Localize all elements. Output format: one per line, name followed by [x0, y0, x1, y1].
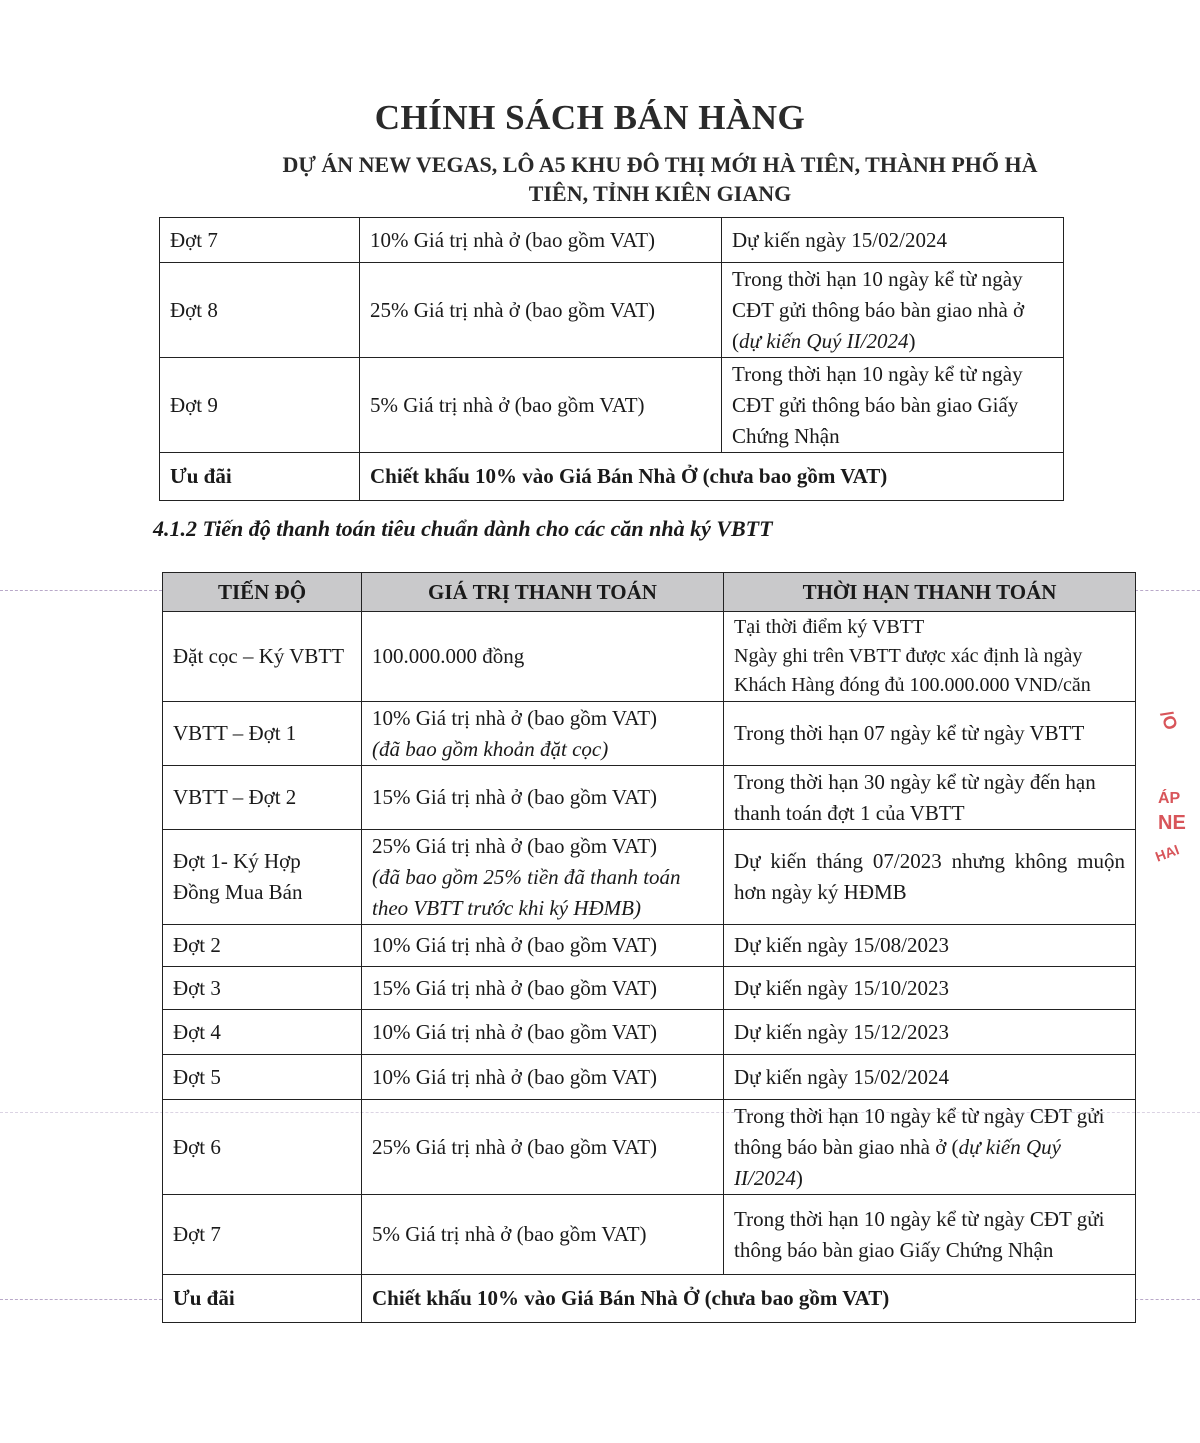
value-cell	[362, 830, 724, 925]
value-cell: 5% Giá trị nhà ở (bao gồm VAT)	[362, 1195, 724, 1275]
term-line: Ngày ghi trên VBTT được xác định là ngày Khách Hàng đóng đủ 100.000.000 VND/căn	[734, 645, 1091, 696]
stage-cell: Đợt 4	[163, 1010, 362, 1055]
incentive-value: Chiết khấu 10% vào Giá Bán Nhà Ở (chưa bao gồm VAT)	[362, 1275, 1136, 1323]
term-italic: dự kiến Quý II/2024	[734, 1134, 1061, 1190]
value-cell: 25% Giá trị nhà ở (bao gồm VAT)	[362, 1100, 724, 1195]
term-cell: Trong thời hạn 07 ngày kể từ ngày VBTT	[724, 702, 1136, 766]
table-row	[163, 702, 1136, 766]
stage-cell: Đợt 1- Ký Hợp Đồng Mua Bán	[163, 830, 362, 925]
term-cell: Dự kiến ngày 15/02/2024	[722, 218, 1064, 263]
stamp-fragment: ÁP	[1158, 790, 1181, 807]
value-cell: 25% Giá trị nhà ở (bao gồm VAT)	[360, 263, 722, 358]
project-subtitle	[220, 150, 1100, 208]
stage-cell: VBTT – Đợt 1	[163, 702, 362, 766]
header-term: THỜI HẠN THANH TOÁN	[724, 573, 1136, 612]
header-stage: TIẾN ĐỘ	[163, 573, 362, 612]
term-text: Trong thời hạn 10 ngày kể từ ngày CĐT gửi thông báo bàn giao nhà ở (	[734, 1103, 1105, 1159]
stamp-fragment: /O	[1156, 707, 1182, 733]
stage-cell: Đợt 7	[163, 1195, 362, 1275]
value-cell: 10% Giá trị nhà ở (bao gồm VAT)	[362, 1055, 724, 1100]
table-row	[163, 1055, 1136, 1100]
page-title: CHÍNH SÁCH BÁN HÀNG	[374, 98, 806, 137]
term-cell: Dự kiến ngày 15/02/2024	[724, 1055, 1136, 1100]
term-cell: Dự kiến ngày 15/12/2023	[724, 1010, 1136, 1055]
scan-line	[0, 590, 162, 591]
term-text: Trong thời hạn 10 ngày kể từ ngày CĐT gửi thông báo bàn giao nhà ở (	[732, 266, 1025, 353]
table-row	[163, 1195, 1136, 1275]
partial-stamp	[1152, 690, 1195, 890]
table-row	[163, 766, 1136, 830]
value-cell: 5% Giá trị nhà ở (bao gồm VAT)	[360, 358, 722, 453]
value-text: 10% Giá trị nhà ở (bao gồm VAT)	[372, 705, 658, 730]
incentive-label: Ưu đãi	[160, 453, 360, 501]
scan-line	[1135, 1299, 1200, 1300]
term-close: )	[908, 328, 916, 353]
term-cell: Dự kiến tháng 07/2023 nhưng không muộn hơn ngày ký HĐMB	[724, 830, 1136, 925]
subtitle-line-1: DỰ ÁN NEW VEGAS, LÔ A5 KHU ĐÔ THỊ MỚI HÀ TIÊN, THÀNH PHỐ HÀ	[282, 152, 1038, 177]
stage-cell: Đợt 6	[163, 1100, 362, 1195]
term-line: Tại thời điểm ký VBTT	[734, 616, 925, 638]
table-row	[163, 612, 1136, 702]
value-note: (đã bao gồm khoản đặt cọc)	[372, 736, 609, 761]
table-row	[163, 1100, 1136, 1195]
incentive-value: Chiết khấu 10% vào Giá Bán Nhà Ở (chưa bao gồm VAT)	[360, 453, 1064, 501]
value-cell: 10% Giá trị nhà ở (bao gồm VAT)	[362, 1010, 724, 1055]
value-cell	[362, 702, 724, 766]
payment-schedule-table-2	[162, 572, 1136, 1323]
value-cell: 10% Giá trị nhà ở (bao gồm VAT)	[360, 218, 722, 263]
value-cell: 15% Giá trị nhà ở (bao gồm VAT)	[362, 766, 724, 830]
scan-line	[0, 1299, 162, 1300]
table-header-row	[163, 573, 1136, 612]
term-italic: dự kiến Quý II/2024	[739, 328, 909, 353]
term-cell	[724, 612, 1136, 702]
stage-cell: Đợt 2	[163, 925, 362, 967]
stage-cell: Đợt 8	[160, 263, 360, 358]
stamp-fragment: HAI	[1152, 841, 1182, 865]
stage-cell: Đợt 3	[163, 967, 362, 1010]
term-cell: Trong thời hạn 10 ngày kể từ ngày CĐT gửi thông báo bàn giao Giấy Chứng Nhận	[724, 1195, 1136, 1275]
term-cell: Trong thời hạn 10 ngày kể từ ngày CĐT gửi thông báo bàn giao Giấy Chứng Nhận	[722, 358, 1064, 453]
table-row	[163, 830, 1136, 925]
term-close: )	[795, 1165, 803, 1190]
scan-line	[1135, 590, 1200, 591]
section-heading: 4.1.2 Tiến độ thanh toán tiêu chuẩn dành cho các căn nhà ký VBTT	[153, 516, 773, 541]
value-note: (đã bao gồm 25% tiền đã thanh toán theo VBTT trước khi ký HĐMB)	[372, 864, 681, 920]
header-value: GIÁ TRỊ THANH TOÁN	[362, 573, 724, 612]
table-row	[163, 925, 1136, 967]
payment-schedule-table-1	[159, 217, 1064, 501]
term-cell	[724, 1100, 1136, 1195]
incentive-row	[163, 1275, 1136, 1323]
stage-cell: Đặt cọc – Ký VBTT	[163, 612, 362, 702]
value-cell: 100.000.000 đồng	[362, 612, 724, 702]
incentive-label: Ưu đãi	[163, 1275, 362, 1323]
stage-cell: Đợt 5	[163, 1055, 362, 1100]
value-text: 25% Giá trị nhà ở (bao gồm VAT)	[372, 833, 658, 858]
term-cell: Trong thời hạn 30 ngày kể từ ngày đến hạn thanh toán đợt 1 của VBTT	[724, 766, 1136, 830]
stage-cell: Đợt 9	[160, 358, 360, 453]
table-row	[163, 967, 1136, 1010]
table-row	[160, 218, 1064, 263]
stage-cell: Đợt 7	[160, 218, 360, 263]
term-cell: Dự kiến ngày 15/08/2023	[724, 925, 1136, 967]
subtitle-line-2: TIÊN, TỈNH KIÊN GIANG	[528, 181, 792, 206]
term-cell	[722, 263, 1064, 358]
table-row	[160, 358, 1064, 453]
value-cell: 15% Giá trị nhà ở (bao gồm VAT)	[362, 967, 724, 1010]
table-row	[163, 1010, 1136, 1055]
stage-cell: VBTT – Đợt 2	[163, 766, 362, 830]
incentive-row	[160, 453, 1064, 501]
table-row	[160, 263, 1064, 358]
term-cell: Dự kiến ngày 15/10/2023	[724, 967, 1136, 1010]
value-cell: 10% Giá trị nhà ở (bao gồm VAT)	[362, 925, 724, 967]
stamp-fragment: NE	[1158, 812, 1186, 834]
